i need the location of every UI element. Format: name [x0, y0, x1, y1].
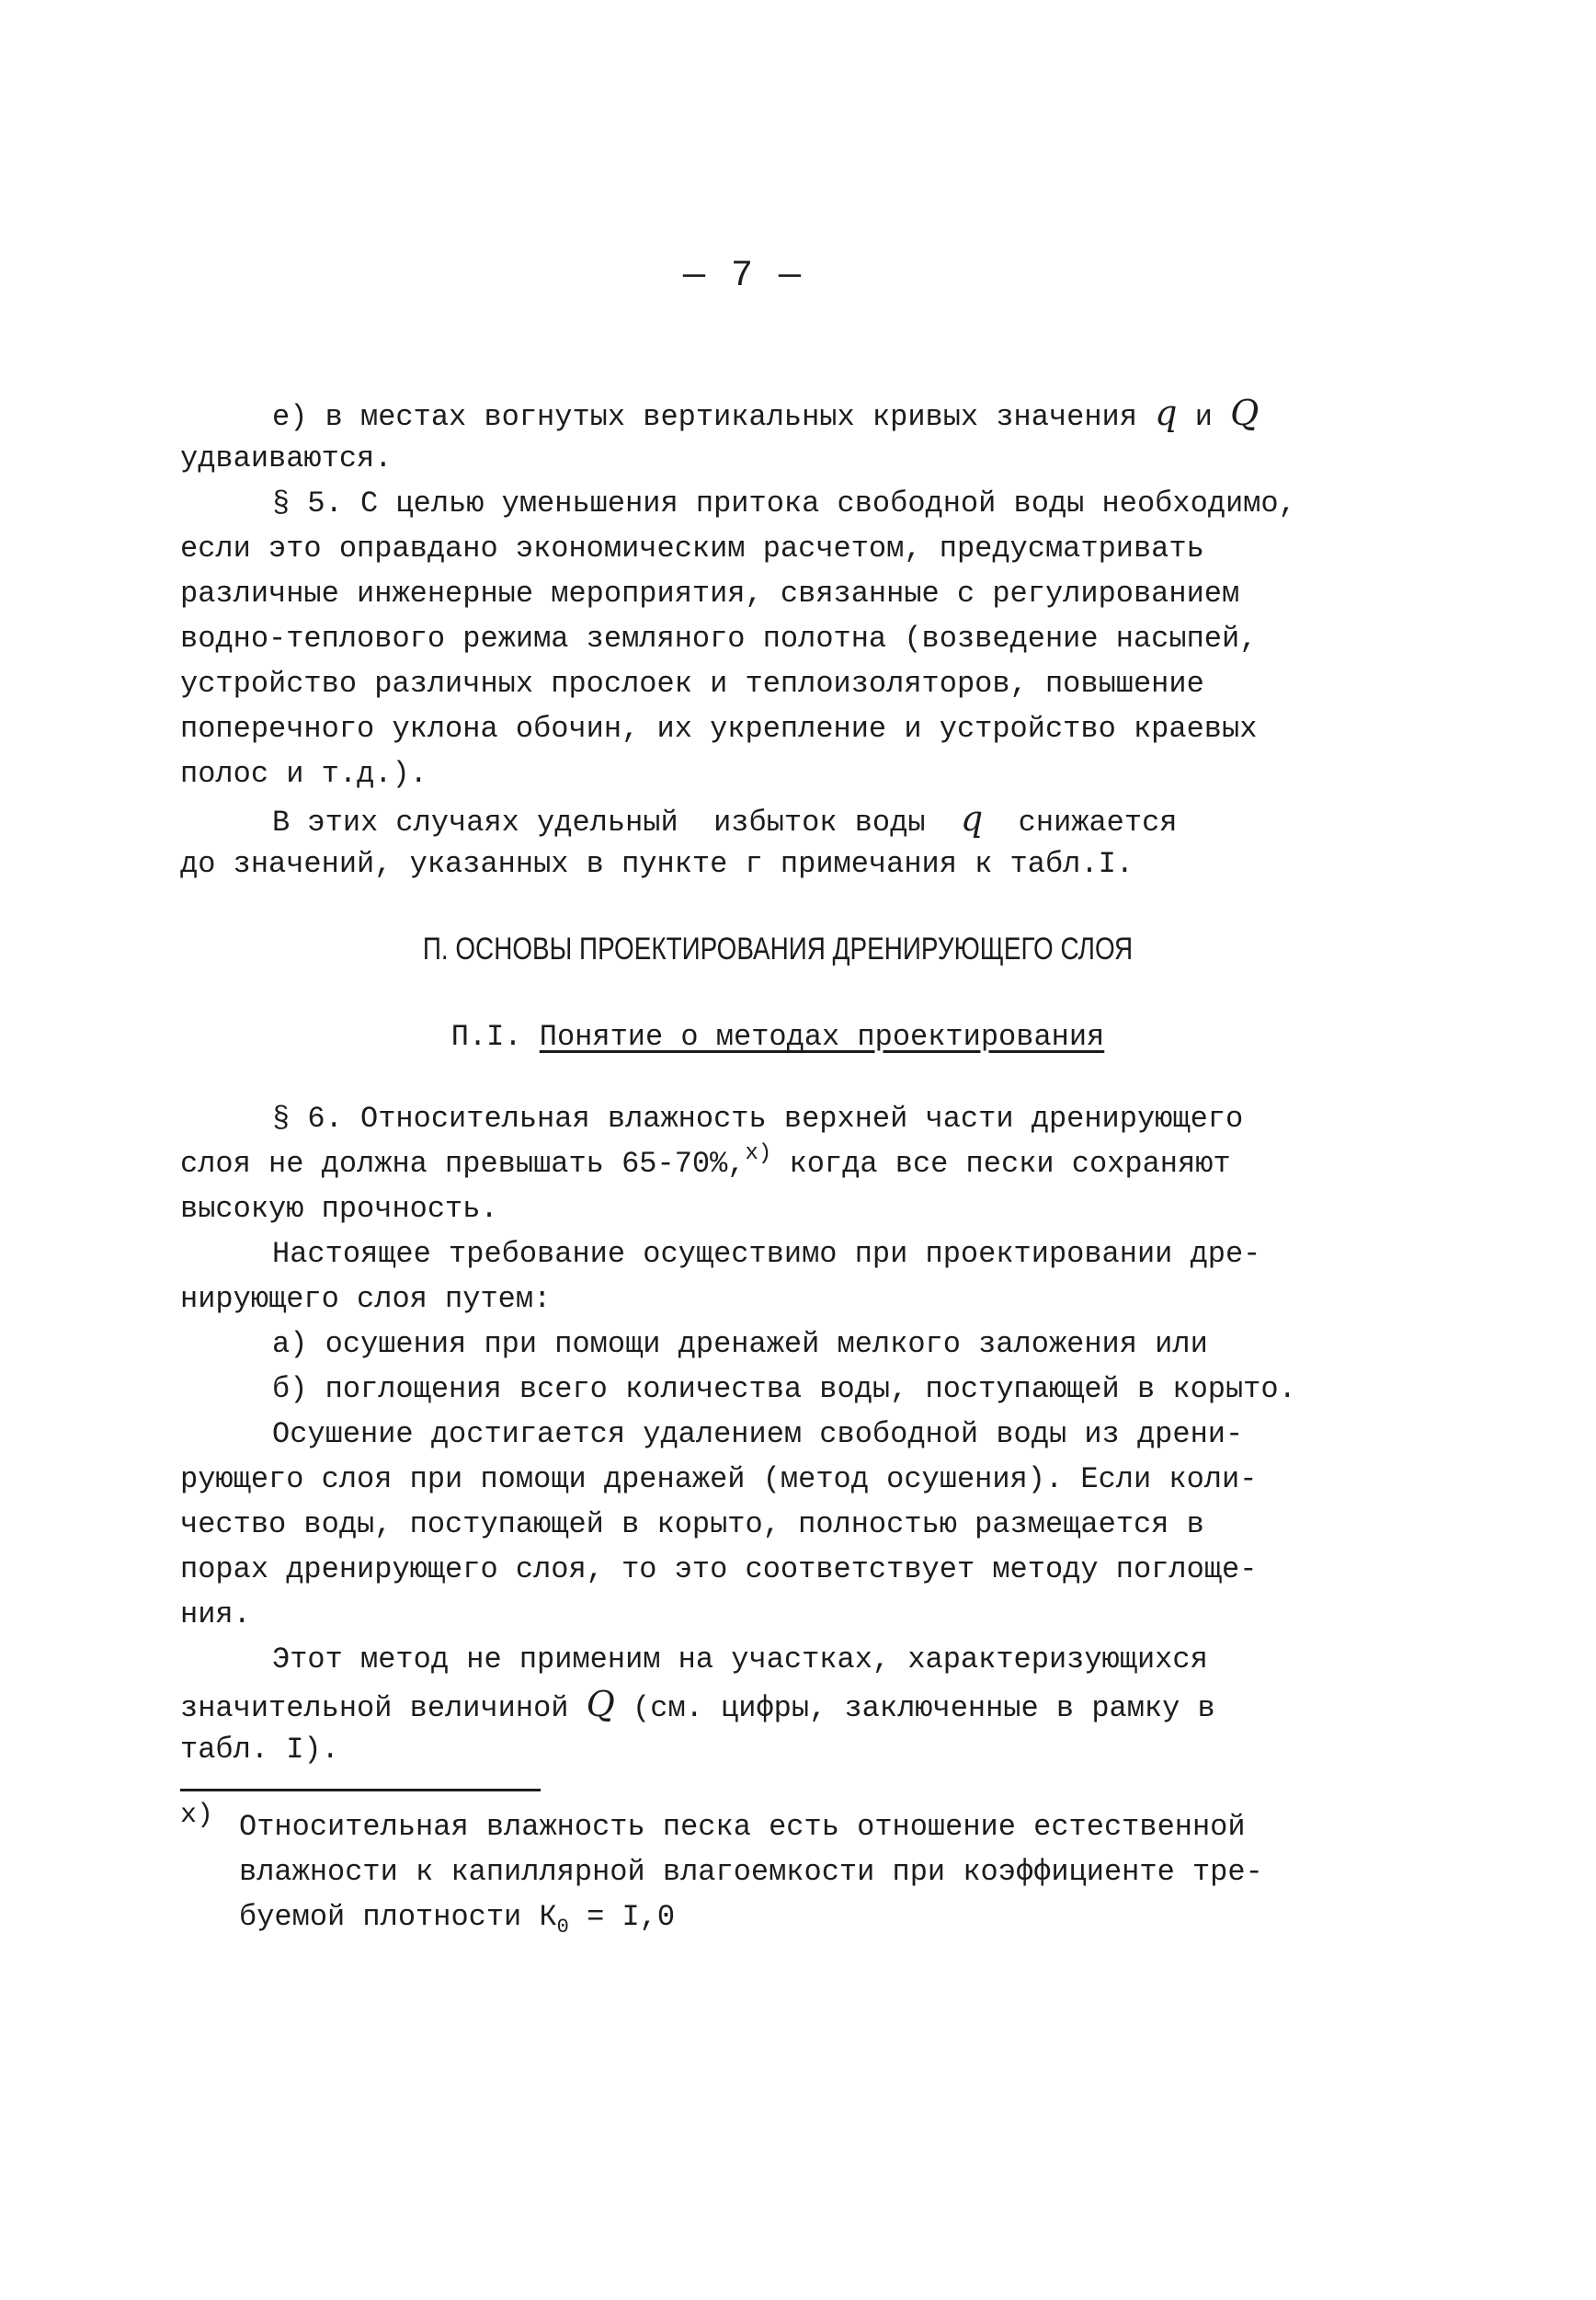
- section-5-line-5: устройство различных прослоек и теплоизоляторов, повышение: [180, 667, 1204, 701]
- footnote-mark: x): [180, 1800, 214, 1831]
- requirement-line-1: Настоящее требование осуществимо при проектировании дре-: [272, 1237, 1261, 1271]
- symbol-Q: Q: [586, 1684, 615, 1724]
- requirement-line-2: нирующего слоя путем:: [180, 1282, 552, 1316]
- drainage-line-2: рующего слоя при помощи дренажей (метод осушения). Если коли-: [180, 1462, 1258, 1496]
- section-6-line-1: § 6. Относительная влажность верхней части дренирующего: [272, 1102, 1244, 1136]
- section-5-line-7: полос и т.д.).: [180, 757, 428, 791]
- item-e-line-1: е) в местах вогнутых вертикальных кривых значения q и Q: [272, 393, 1260, 434]
- method-line-1: Этот метод не применим на участках, характеризующихся: [272, 1642, 1208, 1676]
- cases-line-2: до значений, указанных в пункте г примечания к табл.I.: [180, 847, 1134, 881]
- section-5-line-2: если это оправдано экономическим расчетом, предусматривать: [180, 532, 1204, 566]
- section-heading: П. ОСНОВЫ ПРОЕКТИРОВАНИЯ ДРЕНИРУЮЩЕГО СЛОЯ: [422, 932, 1134, 967]
- section-5-line-6: поперечного уклона обочин, их укрепление и устройство краевых: [180, 712, 1258, 746]
- item-e-line-2: удваиваются.: [180, 441, 393, 475]
- method-line-3: табл. I).: [180, 1733, 339, 1767]
- footnote-line-1: Относительная влажность песка есть отношение естественной: [239, 1810, 1246, 1844]
- drainage-line-4: порах дренирующего слоя, то это соответствует методу поглоще-: [180, 1552, 1258, 1586]
- list-item-b: б) поглощения всего количества воды, поступающей в корыто.: [272, 1372, 1296, 1406]
- list-item-a: а) осушения при помощи дренажей мелкого заложения или: [272, 1327, 1208, 1361]
- drainage-line-3: чество воды, поступающей в корыто, полностью размещается в: [180, 1507, 1204, 1541]
- cases-line-1: В этих случаях удельный избыток воды q снижается: [272, 798, 1178, 840]
- section-5-line-1: § 5. С целью уменьшения притока свободной воды необходимо,: [272, 486, 1296, 521]
- drainage-line-5: ния.: [180, 1597, 251, 1631]
- page-number: — 7 —: [682, 256, 804, 297]
- page-body: [180, 391, 1375, 1940]
- footnote-divider: [180, 1789, 541, 1791]
- section-5-line-4: водно-теплового режима земляного полотна (возведение насыпей,: [180, 622, 1258, 656]
- footnote-line-2: влажности к капиллярной влагоемкости при коэффициенте тре-: [239, 1855, 1263, 1889]
- section-5-line-3: различные инженерные мероприятия, связанные с регулированием: [180, 577, 1240, 611]
- drainage-line-1: Осушение достигается удалением свободной воды из дрени-: [272, 1417, 1244, 1451]
- footnote: [180, 1800, 1375, 1940]
- footnote-ref: x): [745, 1141, 772, 1166]
- footnote-line-3: буемой плотности $К_0 = I,0$: [239, 1900, 676, 1939]
- subsection-title: Понятие о методах проектирования: [539, 1020, 1105, 1054]
- section-6-line-2: слоя не должна превышать 65-70%,$^{x)}$ когда все пески сохраняют: [180, 1141, 1231, 1181]
- symbol-q: q: [1155, 393, 1178, 433]
- section-6-line-3: высокую прочность.: [180, 1192, 498, 1226]
- subsection-heading: П.I. Понятие о методах проектирования: [450, 1020, 1105, 1054]
- symbol-Q: Q: [1230, 393, 1260, 433]
- method-line-2: значительной величиной Q (см. цифры, заключенные в рамку в: [180, 1684, 1215, 1725]
- symbol-q: q: [960, 798, 984, 839]
